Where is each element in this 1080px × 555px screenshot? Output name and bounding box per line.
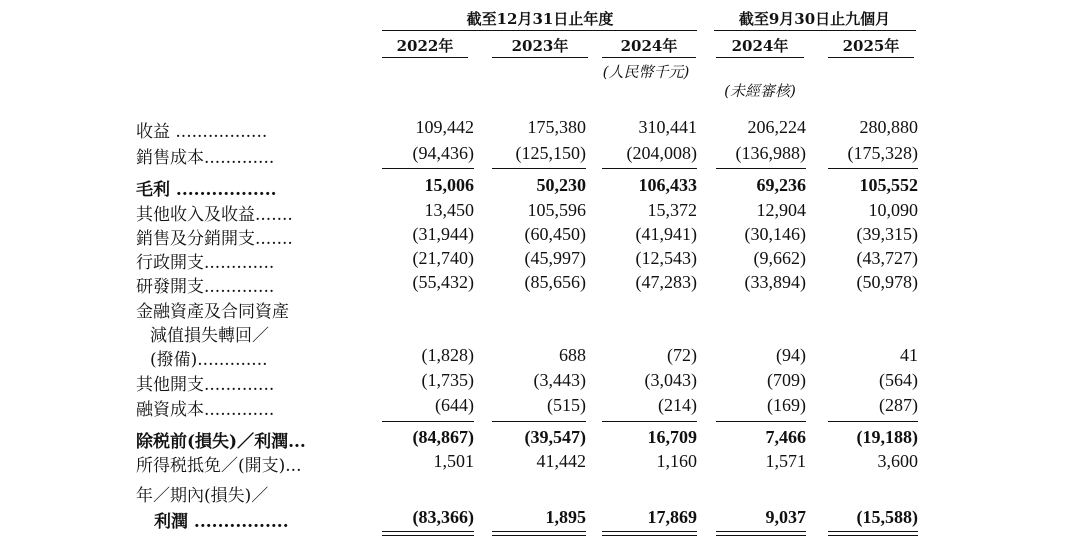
table-row xyxy=(0,272,1080,297)
row-label: 融資成本............. xyxy=(136,400,275,420)
header-year-2025-nine: 2025年 xyxy=(842,37,900,55)
cell-2024: (41,941) xyxy=(635,224,697,244)
cell-2024-nine: (94) xyxy=(776,345,806,365)
row-label: 其他開支............. xyxy=(136,375,275,395)
table-row xyxy=(0,481,1080,506)
cell-2022: (94,436) xyxy=(412,143,474,163)
row-label: 其他收入及收益....... xyxy=(136,205,293,225)
row-label: 所得税抵免／(開支)... xyxy=(136,456,302,476)
cell-2024: (72) xyxy=(667,345,697,365)
header-year-2022: 2022年 xyxy=(396,37,454,55)
row-label: 銷售及分銷開支....... xyxy=(136,229,293,249)
cell-2025-nine: 41 xyxy=(900,345,918,365)
total-rule xyxy=(716,531,806,532)
row-label: 收益 ................. xyxy=(136,122,268,142)
cell-2025-nine: 3,600 xyxy=(877,451,918,471)
cell-2024-nine: 206,224 xyxy=(747,117,806,137)
cell-2025-nine: (39,315) xyxy=(856,224,918,244)
cell-2025-nine: (43,727) xyxy=(856,248,918,268)
table-row xyxy=(0,297,1080,322)
row-label: 金融資產及合同資產 xyxy=(136,302,289,322)
cell-2023: (125,150) xyxy=(515,143,586,163)
header-group-rule-nine xyxy=(714,30,916,31)
cell-2024-nine: 12,904 xyxy=(756,200,806,220)
cell-2022: (55,432) xyxy=(412,272,474,292)
cell-2025-nine: (19,188) xyxy=(856,427,918,447)
cell-2023: 50,230 xyxy=(536,175,586,195)
header-group-fiscal-year: 截至12月31日止年度 xyxy=(466,10,614,28)
cell-2023: (39,547) xyxy=(524,427,586,447)
row-label: 年／期內(損失)／ xyxy=(136,486,269,506)
cell-2024: 15,372 xyxy=(647,200,697,220)
table-row xyxy=(0,427,1080,452)
cell-2025-nine: (50,978) xyxy=(856,272,918,292)
cell-2022: (84,867) xyxy=(412,427,474,447)
cell-2025-nine: 105,552 xyxy=(859,175,918,195)
cell-2024: (3,043) xyxy=(644,370,697,390)
year-rule-2023 xyxy=(492,57,588,58)
header-year-2024-nine: 2024年 xyxy=(731,37,789,55)
cell-2023: 105,596 xyxy=(527,200,586,220)
subtotal-rule xyxy=(716,421,806,422)
year-rule-2024 xyxy=(602,57,696,58)
cell-2025-nine: (564) xyxy=(879,370,918,390)
cell-2024-nine: (33,894) xyxy=(744,272,806,292)
subtotal-rule xyxy=(716,168,806,169)
cell-2024-nine: 9,037 xyxy=(765,507,806,527)
table-row xyxy=(0,224,1080,249)
cell-2023: 41,442 xyxy=(536,451,586,471)
cell-2023: (60,450) xyxy=(524,224,586,244)
cell-2024: (12,543) xyxy=(635,248,697,268)
subtotal-rule xyxy=(492,421,586,422)
cell-2022: (31,944) xyxy=(412,224,474,244)
cell-2024-nine: (169) xyxy=(767,395,806,415)
row-label: 利潤 ................ xyxy=(154,512,289,532)
table-row xyxy=(0,507,1080,532)
row-label: 行政開支............. xyxy=(136,253,275,273)
row-label: 除税前(損失)／利潤... xyxy=(136,432,306,452)
cell-2025-nine: 280,880 xyxy=(859,117,918,137)
cell-2022: 13,450 xyxy=(424,200,474,220)
cell-2024: (214) xyxy=(658,395,697,415)
subtotal-rule xyxy=(382,168,474,169)
row-label: 銷售成本............. xyxy=(136,148,275,168)
cell-2024-nine: (30,146) xyxy=(744,224,806,244)
cell-2023: (515) xyxy=(547,395,586,415)
cell-2024-nine: (709) xyxy=(767,370,806,390)
row-label: 毛利 ................. xyxy=(136,180,277,200)
subtotal-rule xyxy=(382,421,474,422)
total-rule-double xyxy=(382,535,474,536)
cell-2022: (1,828) xyxy=(421,345,474,365)
unaudited-note: (未經審核) xyxy=(724,82,796,100)
cell-2022: (1,735) xyxy=(421,370,474,390)
unit-note: (人民幣千元) xyxy=(602,63,690,81)
cell-2023: (3,443) xyxy=(533,370,586,390)
cell-2024: 16,709 xyxy=(647,427,697,447)
row-label: 研發開支............. xyxy=(136,277,275,297)
cell-2022: 15,006 xyxy=(424,175,474,195)
row-label: (撥備)............. xyxy=(150,350,268,370)
table-row xyxy=(0,200,1080,225)
table-row xyxy=(0,345,1080,370)
cell-2023: 175,380 xyxy=(527,117,586,137)
row-label: 減值損失轉回／ xyxy=(150,326,269,346)
cell-2024-nine: (9,662) xyxy=(753,248,806,268)
year-rule-2022 xyxy=(382,57,468,58)
header-group-rule-fy xyxy=(382,30,697,31)
cell-2024-nine: 7,466 xyxy=(765,427,806,447)
table-row xyxy=(0,451,1080,476)
cell-2023: 1,895 xyxy=(545,507,586,527)
cell-2023: (85,656) xyxy=(524,272,586,292)
cell-2024-nine: (136,988) xyxy=(735,143,806,163)
subtotal-rule xyxy=(492,168,586,169)
cell-2025-nine: (287) xyxy=(879,395,918,415)
total-rule-double xyxy=(716,535,806,536)
header-group-nine-months: 截至9月30日止九個月 xyxy=(738,10,891,28)
year-rule-2024-nine xyxy=(716,57,804,58)
cell-2024: (204,008) xyxy=(626,143,697,163)
cell-2024-nine: 69,236 xyxy=(756,175,806,195)
header-year-2024: 2024年 xyxy=(620,37,678,55)
subtotal-rule xyxy=(828,168,918,169)
total-rule-double xyxy=(828,535,918,536)
total-rule-double xyxy=(492,535,586,536)
cell-2025-nine: 10,090 xyxy=(868,200,918,220)
total-rule xyxy=(828,531,918,532)
table-row xyxy=(0,321,1080,346)
cell-2024: (47,283) xyxy=(635,272,697,292)
table-row xyxy=(0,395,1080,420)
total-rule-double xyxy=(602,535,697,536)
cell-2022: (21,740) xyxy=(412,248,474,268)
cell-2024-nine: 1,571 xyxy=(765,451,806,471)
subtotal-rule xyxy=(602,421,697,422)
header-year-2023: 2023年 xyxy=(511,37,569,55)
cell-2025-nine: (15,588) xyxy=(856,507,918,527)
cell-2024: 1,160 xyxy=(656,451,697,471)
cell-2024: 310,441 xyxy=(638,117,697,137)
total-rule xyxy=(602,531,697,532)
total-rule xyxy=(382,531,474,532)
cell-2024: 17,869 xyxy=(647,507,697,527)
table-row xyxy=(0,248,1080,273)
year-rule-2025-nine xyxy=(828,57,914,58)
subtotal-rule xyxy=(602,168,697,169)
table-row xyxy=(0,117,1080,142)
table-row xyxy=(0,143,1080,168)
table-row xyxy=(0,370,1080,395)
cell-2023: (45,997) xyxy=(524,248,586,268)
cell-2024: 106,433 xyxy=(638,175,697,195)
cell-2025-nine: (175,328) xyxy=(847,143,918,163)
table-row xyxy=(0,175,1080,200)
cell-2022: 109,442 xyxy=(415,117,474,137)
cell-2022: (83,366) xyxy=(412,507,474,527)
total-rule xyxy=(492,531,586,532)
cell-2023: 688 xyxy=(559,345,586,365)
subtotal-rule xyxy=(828,421,918,422)
cell-2022: 1,501 xyxy=(433,451,474,471)
cell-2022: (644) xyxy=(435,395,474,415)
